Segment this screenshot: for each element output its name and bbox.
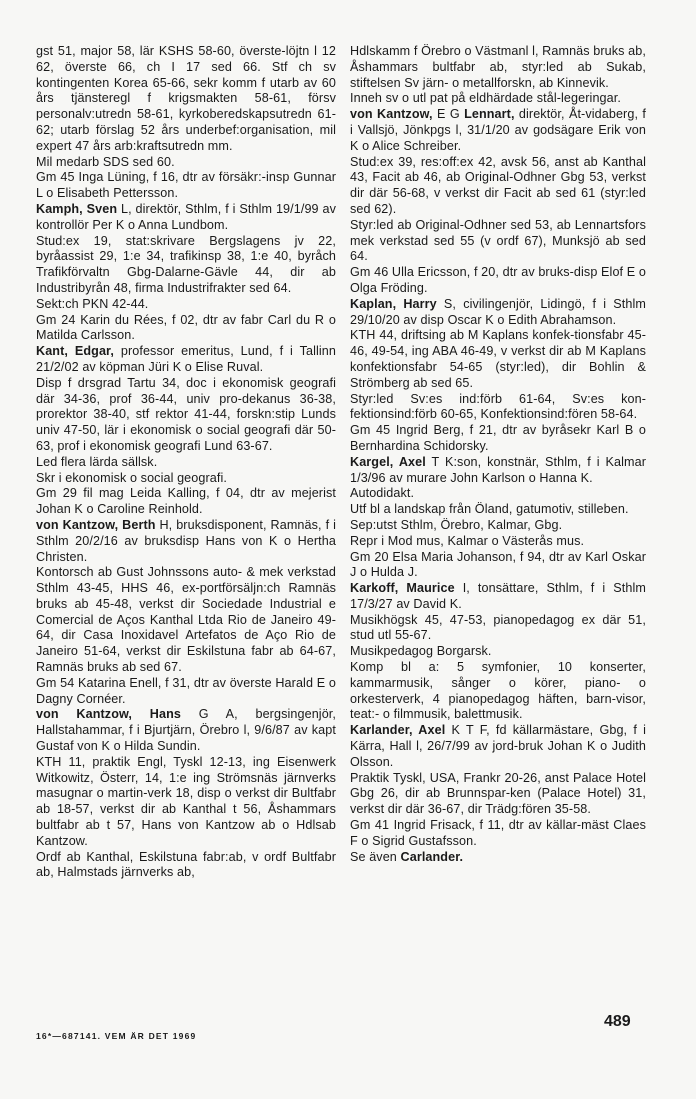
entry-text: Musikhögsk 45, 47-53, pianopedagog ex där 51, stud utl 55-67. [350,612,646,643]
entry-text: Styr:led Sv:es ind:förb 61-64, Sv:es kon-fektionsind:förb 60-65, Konfektionsind:fören 58-64. [350,391,646,422]
entry-text: Kontorsch ab Gust Johnssons auto- & mek verkstad Sthlm 43-45, HHS 46, ex-portförsäljn:ch Ramnäs bruks ab 45-48, verkst dir Sociedade Industrial e Comercial de Aços Kanthal Ltda Rio de Janeiro 49-64, dir Casa Inoxidavel Artefatos de Aço Rio de Janeiro 51-64, verkst dir Eskilstuna fabr ab 64-67, Ramnäs bruks ab sed 67. [36,565,336,675]
entry-text: T K:son, konstnär, Sthlm, f i Kalmar 1/3/96 av murare John Karlson o Hanna K. [350,454,646,485]
biography-paragraph [350,518,646,534]
biography-paragraph [36,170,336,202]
biography-entry-start [36,707,336,754]
biography-paragraph [36,313,336,345]
biography-paragraph [36,471,336,487]
person-name: von Kantzow, [350,107,433,122]
person-name: von Kantzow, Berth [36,517,156,532]
biography-entry-start [350,723,646,770]
biography-paragraph [36,155,336,171]
biography-paragraph [350,155,646,218]
biography-paragraph [350,392,646,424]
entry-text: KTH 11, praktik Engl, Tyskl 12-13, ing Eisenwerk Witkowitz, Österr, 14, 1:e ing Strömsnäs järnverks masugnar o martin-verk 18, disp o verkst dir Bultfabr ab 18-57, verkst dir ab Kanthal t 56, Åshammars bultfabr ab t 57, Hans von Kantzow ab o Hdlsab Kantzow. [36,754,336,848]
biography-paragraph [36,755,336,850]
entry-text: Inneh sv o utl pat på eldhärdade stål-legeringar. [350,91,621,106]
entry-text: Stud:ex 19, stat:skrivare Bergslagens jv 22, byråassist 29, 1:e 34, trafikinsp 38, 1:e 40, byråch Trafikförvaltn Gbg-Dalarne-Gävle 44, dir ab Industribyrån 48, firma Industrifrakter sed 64. [36,233,336,295]
biography-paragraph [36,486,336,518]
entry-text: Gm 45 Inga Lüning, f 16, dtr av försäkr:-insp Gunnar L o Elisabeth Pettersson. [36,170,336,201]
entry-text: K T F, fd källarmästare, Gbg, f i Kärra, Hall l, 26/7/99 av jord-bruk Johan K o Judith Olsson. [350,723,647,769]
biography-paragraph [36,565,336,676]
biography-paragraph [350,486,646,502]
biography-paragraph [350,850,646,866]
biography-entry-start [36,518,336,565]
person-name: Kant, Edgar, [36,344,114,359]
person-name: von Kantzow, Hans [36,707,181,722]
entry-text: Se även [350,849,401,864]
biography-paragraph [350,502,646,518]
entry-text: I, tonsättare, Sthlm, f i Sthlm 17/3/27 av David K. [350,581,646,611]
entry-text: professor emeritus, Lund, f i Tallinn 21/2/02 av köpman Jüri K o Elise Ruval. [36,344,336,374]
entry-text: Ordf ab Kanthal, Eskilstuna fabr:ab, v ordf Bultfabr ab, Halmstads järnverks ab, [36,849,336,880]
entry-text: Gm 24 Karin du Rées, f 02, dtr av fabr Carl du R o Matilda Carlsson. [36,312,336,343]
biography-paragraph [36,376,336,455]
entry-text: L, direktör, Sthlm, f i Sthlm 19/1/99 av kontrollör Per K o Anna Lundbom. [36,201,337,232]
biography-paragraph [350,44,646,91]
entry-text: gst 51, major 58, lär KSHS 58-60, överste-löjtn l 12 62, överste 66, ch I 17 sed 66. Stf ch sv kontingenten Korea 65-66, sekr komm f utarb av 60 års tjänsteregl f krigsmakten 58-61, försv personalv:utredn 58-61, kyrkoberedskapsutredn 61-62; utarb förslag 52 års underbef:organisation, mil expert 47 års arb:kraftsutredn mm. [36,44,336,153]
left-column [36,44,336,881]
biography-paragraph [36,297,336,313]
biography-paragraph [350,328,646,391]
biography-paragraph [36,455,336,471]
biography-paragraph [350,771,646,818]
biography-paragraph [350,534,646,550]
entry-text: Sep:utst Sthlm, Örebro, Kalmar, Gbg. [350,517,563,532]
entry-text: Stud:ex 39, res:off:ex 42, avsk 56, anst ab Kanthal 43, Facit ab 46, ab Original-Odhner Gbg 53, verkst dir där 56-68, v verkst dir Facit ab sed 61 (styr:led sed 62). [350,154,646,216]
entry-text: Disp f drsgrad Tartu 34, doc i ekonomisk geografi där 34-36, prof 36-44, univ pro-dekanus 36-38, prorektor 38-40, stf rektor 41-44, forskn:stip Lunds univ 47-50, lär i ekonomisk o social geografi där 50-63, prof i ekonomisk geografi Lund 63-67. [36,375,336,453]
biography-paragraph [350,660,646,723]
entry-text: Gm 45 Ingrid Berg, f 21, dtr av byråsekr Karl B o Bernhardina Schidorsky. [350,423,646,453]
entry-text: G A, bergsingenjör, Hallstahammar, f i Bjurtjärn, Örebro l, 9/6/87 av kapt Gustaf von K o Hilda Sundin. [36,707,336,754]
entry-text: direktör, Åt-vidaberg, f i Vallsjö, Jönkpgs l, 31/1/20 av godsägare Erik von K o Alice Schreiber. [350,107,646,153]
biography-paragraph [36,850,336,882]
entry-text: H, bruksdisponent, Ramnäs, f i Sthlm 20/2/16 av bruksdisp Hans von K o Hertha Christen. [36,517,336,564]
entry-text: Led flera lärda sällsk. [36,454,158,469]
entry-text: Gm 41 Ingrid Frisack, f 11, dtr av källar-mäst Claes F o Sigrid Gustafsson. [350,818,646,848]
entry-text: Komp bl a: 5 symfonier, 10 konserter, kammarmusik, sånger o körer, piano- o orkesterverk, 4 pianopedagog häften, barn-visor, teat:- o filmmusik, balettmusik. [350,660,646,722]
entry-text: Utf bl a landskap från Öland, gatumotiv, stilleben. [350,502,629,517]
biography-paragraph [350,613,646,645]
entry-text: Repr i Mod mus, Kalmar o Västerås mus. [350,533,585,548]
entry-text: Praktik Tyskl, USA, Frankr 20-26, anst Palace Hotel Gbg 26, dir ab Brunnspar-ken (Palace Hotel) 31, verkst dir där 36-67, dir Trädg:fören 35-58. [350,770,646,817]
person-name: Lennart, [464,107,515,122]
person-name: Kargel, Axel [350,454,426,469]
entry-text: Hdlskamm f Örebro o Västmanl l, Ramnäs bruks ab, Åshammars bultfabr ab, styr:led ab Sukab, stiftelsen Sv järn- o metallforskn, ab Kinnevik. [350,44,646,90]
entry-text: KTH 44, driftsing ab M Kaplans konfek-tionsfabr 45-46, 49-54, ing ABA 46-49, v verkst dir ab M Kaplans konfektionsfabr 54-65 (styr:led), dir Bohlin & Strömberg ab sed 65. [350,328,646,390]
right-column [350,44,646,865]
biography-paragraph [350,91,646,107]
entry-text: Autodidakt. [350,486,415,501]
person-name: Karkoff, Maurice [350,581,455,596]
entry-text: Sekt:ch PKN 42-44. [36,296,149,311]
biography-entry-start [36,344,336,376]
biography-paragraph [350,550,646,582]
footer-code: 16*—687141. VEM ÄR DET 1969 [36,1031,197,1041]
biography-entry-start [36,202,336,234]
person-name: Karlander, Axel [350,723,446,738]
biography-paragraph [36,44,336,155]
biography-entry-start [350,581,646,613]
person-name: Kaplan, Harry [350,296,437,311]
entry-text: Mil medarb SDS sed 60. [36,154,175,169]
entry-text: Skr i ekonomisk o social geografi. [36,470,227,485]
biography-paragraph [350,818,646,850]
entry-text: Gm 20 Elsa Maria Johanson, f 94, dtr av Karl Oskar J o Hulda J. [350,549,646,580]
entry-text: Gm 29 fil mag Leida Kalling, f 04, dtr av mejerist Johan K o Caroline Reinhold. [36,486,336,517]
person-name: Kamph, Sven [36,201,118,216]
page-number: 489 [604,1013,631,1030]
biography-paragraph [350,265,646,297]
biography-paragraph [350,423,646,455]
biography-paragraph [36,676,336,708]
biography-paragraph [350,218,646,265]
entry-text: Gm 54 Katarina Enell, f 31, dtr av överste Harald E o Dagny Cornéer. [36,675,336,706]
biography-paragraph [350,644,646,660]
entry-text: E G [432,107,465,122]
person-name: Carlander. [400,849,464,864]
biography-entry-start [350,107,646,154]
entry-text: Musikpedagog Borgarsk. [350,644,492,659]
entry-text: Styr:led ab Original-Odhner sed 53, ab Lennartsfors mek verkstad sed 55 (v ordf 67), Munksjö ab sed 64. [350,217,646,264]
biography-paragraph [36,234,336,297]
entry-text: Gm 46 Ulla Ericsson, f 20, dtr av bruks-disp Elof E o Olga Fröding. [350,265,646,295]
biography-entry-start [350,455,646,487]
entry-text: S, civilingenjör, Lidingö, f i Sthlm 29/10/20 av disp Oscar K o Edith Abrahamson. [350,296,646,327]
biography-entry-start [350,297,646,329]
